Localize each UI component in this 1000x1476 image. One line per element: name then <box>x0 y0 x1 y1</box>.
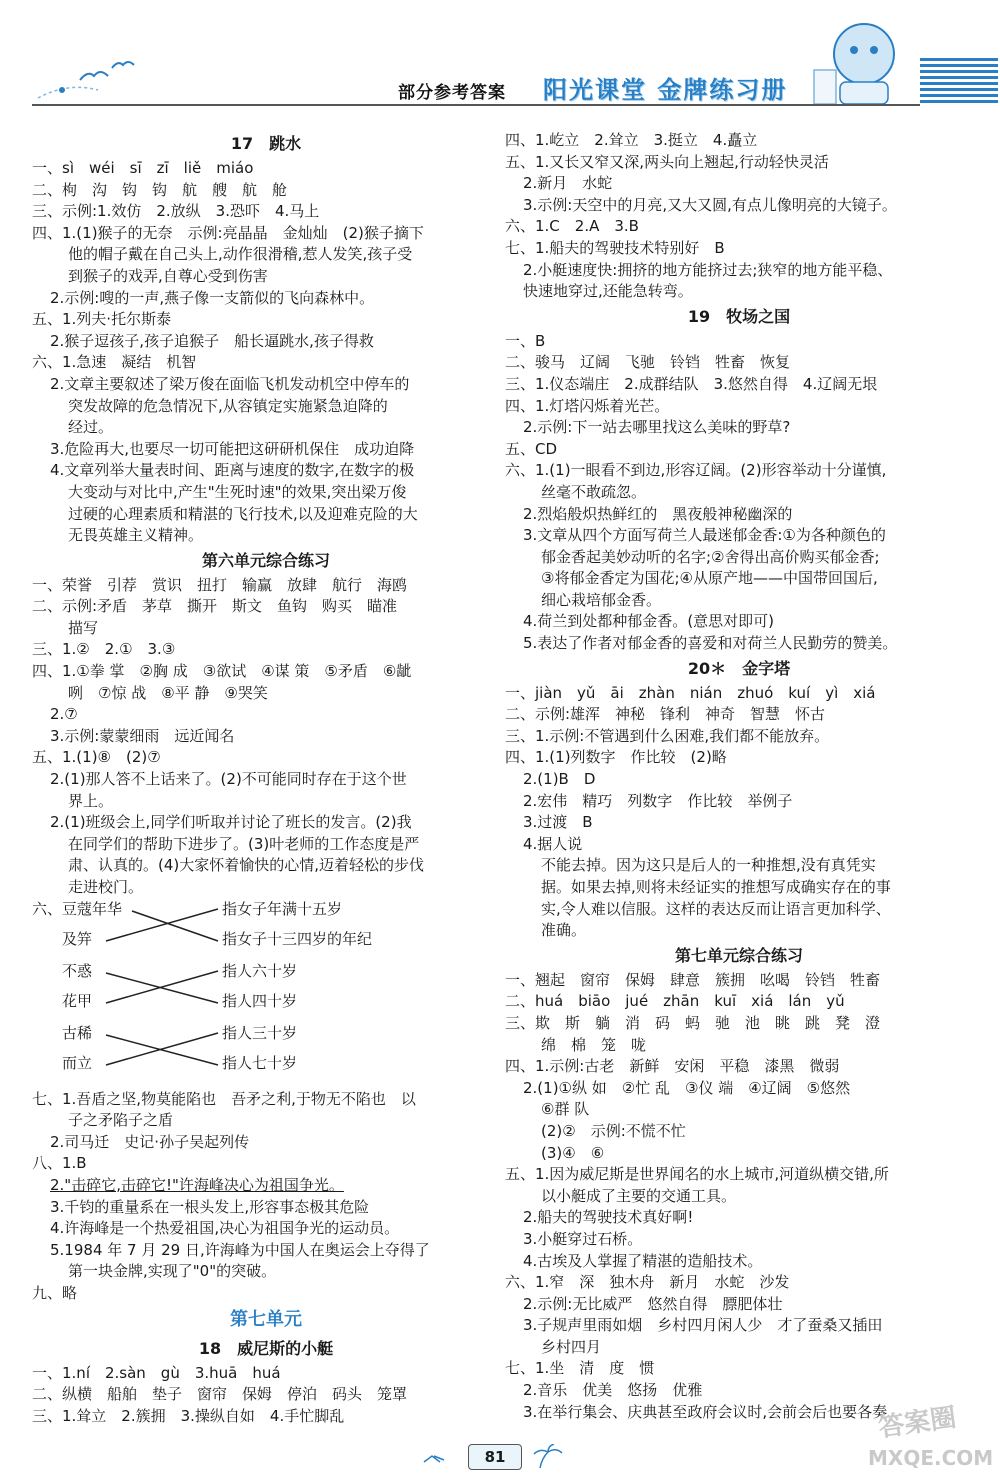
answer-line: 3.过渡 B <box>523 813 593 832</box>
match-left-item: 花甲 <box>62 991 93 1010</box>
answer-line: 四、1.①拳 掌 ②胸 成 ③欲试 ④谋 策 ⑤矛盾 ⑥龇 <box>32 662 412 681</box>
answer-line: 2.(1)①纵 如 ②忙 乱 ③仪 端 ④辽阔 ⑤悠然 <box>523 1078 851 1097</box>
answer-line: 2.(1)B D <box>523 770 596 789</box>
answer-line: 七、1.坐 清 度 惯 <box>505 1359 655 1378</box>
watermark-url: MXQE.COM <box>868 1446 994 1470</box>
lesson-17-title: 17 跳水 <box>230 134 302 153</box>
answer-line: 二、huá biāo jué zhān kuī xiá lán yǔ <box>505 992 845 1011</box>
answer-line: 六、1.(1)一眼看不到边,形容辽阔。(2)形容举动十分谨慎, <box>505 461 887 480</box>
answer-line: 描写 <box>68 618 99 637</box>
answer-line: 丝毫不敢疏忽。 <box>541 482 647 501</box>
page-header <box>0 0 1000 120</box>
match-right-item: 指人六十岁 <box>222 961 298 980</box>
answer-line: 六、1.C 2.A 3.B <box>505 217 639 236</box>
answer-line: 四、1.灯塔闪烁着光芒。 <box>505 396 670 415</box>
answer-line: 四、1.(1)猴子的无奈 示例:亮晶晶 金灿灿 (2)猴子摘下 <box>32 223 424 242</box>
answer-line: 2.小艇速度快:拥挤的地方能挤过去;狭窄的地方能平稳、 <box>523 260 893 279</box>
answer-line: 三、示例:1.效仿 2.放纵 3.恐吓 4.马上 <box>32 202 320 221</box>
answer-line: 界上。 <box>68 791 114 810</box>
watermark-logo: 答案圈 <box>876 1402 959 1444</box>
answer-line: 以小艇成了主要的交通工具。 <box>541 1186 737 1205</box>
answer-line: 三、1.仪态端庄 2.成群结队 3.悠然自得 4.辽阔无垠 <box>505 374 878 393</box>
answer-line: 2.⑦ <box>50 705 78 724</box>
matching-lines <box>32 899 232 1089</box>
answer-line: 九、略 <box>32 1283 78 1302</box>
match-right-item: 指女子十三四岁的年纪 <box>222 929 373 948</box>
answer-line: 六、1.窄 深 独木舟 新月 水蛇 沙发 <box>505 1273 790 1292</box>
match-right-item: 指女子年满十五岁 <box>222 899 343 918</box>
answer-line: 咧 ⑦惊 战 ⑧平 静 ⑨哭笑 <box>68 683 268 702</box>
match-right-item: 指人七十岁 <box>222 1053 298 1072</box>
answer-line: ⑥群 队 <box>541 1100 590 1119</box>
answer-line: 2.宏伟 精巧 列数字 作比较 举例子 <box>523 791 793 810</box>
bird-ornament-icon <box>420 1446 464 1470</box>
match-prefix: 六、 <box>32 899 63 918</box>
answer-line: 一、荣誉 引荐 赏识 扭打 输赢 放肆 航行 海鸥 <box>32 575 408 594</box>
answer-line: 八、1.B <box>32 1154 87 1173</box>
answer-line: 四、1.示例:古老 新鲜 安闲 平稳 漆黑 微弱 <box>505 1057 840 1076</box>
answer-line: 经过。 <box>68 418 114 437</box>
answer-line: 二、示例:雄浑 神秘 锋利 神奇 智慧 怀古 <box>505 705 826 724</box>
answer-line: 突发故障的危急情况下,从容镇定实施紧急迫降的 <box>68 396 388 415</box>
answer-line: 2.(1)那人答不上话来了。(2)不可能同时存在于这个世 <box>50 770 407 789</box>
match-left-item: 豆蔻年华 <box>62 899 123 918</box>
answer-line: 细心栽培郁金香。 <box>541 590 662 609</box>
answer-line: 3.在举行集会、庆典甚至政府会议时,会前会后也要各奏 <box>523 1402 888 1421</box>
answer-line: 乡村四月 <box>541 1337 602 1356</box>
answer-line: 实,令人难以信服。这样的表达反而让语言更加科学、 <box>541 899 891 918</box>
match-right-item: 指人四十岁 <box>222 991 298 1010</box>
answer-line: 3.示例:天空中的月亮,又大又圆,有点儿像明亮的大镜子。 <box>523 195 897 214</box>
brand-title: 阳光课堂 金牌练习册 <box>543 76 788 104</box>
answer-line: 一、翘起 窗帘 保姆 肆意 簇拥 吆喝 铃铛 牲畜 <box>505 970 881 989</box>
answer-line: 5.表达了作者对郁金香的喜爱和对荷兰人民勤劳的赞美。 <box>523 634 898 653</box>
answer-line: 2.猴子逗孩子,孩子追猴子 船长逼跳水,孩子得救 <box>50 331 374 350</box>
answer-line: 三、1.示例:不管遇到什么困难,我们都不能放弃。 <box>505 726 830 745</box>
lesson-18-title: 18 威尼斯的小艇 <box>198 1338 334 1358</box>
answer-line: 三、1.耸立 2.簇拥 3.操纵自如 4.手忙脚乱 <box>32 1406 345 1425</box>
answer-line: 二、枸 沟 钩 钩 航 艘 航 舱 <box>32 180 288 199</box>
answer-line: 五、1.(1)⑧ (2)⑦ <box>32 748 161 767</box>
match-left-item: 古稀 <box>62 1023 93 1042</box>
left-column <box>32 130 500 1427</box>
unit-6-review-title: 第六单元综合练习 <box>201 550 330 570</box>
match-line <box>106 909 218 941</box>
answer-line: 4.荷兰到处都种郁金香。(意思对即可) <box>523 612 775 631</box>
answer-line: 三、1.② 2.① 3.③ <box>32 640 176 659</box>
answer-line: 2.音乐 优美 悠扬 优雅 <box>523 1381 703 1400</box>
answer-line: 四、1.屹立 2.耸立 3.挺立 4.矗立 <box>505 131 758 149</box>
answer-line: 绵 棉 笼 咙 <box>541 1035 647 1054</box>
match-left-item: 而立 <box>62 1053 93 1072</box>
lesson-19-title: 19 牧场之国 <box>687 306 791 326</box>
answer-line: 3.文章从四个方面写荷兰人最迷郁金香:①为各种颜色的 <box>523 526 886 545</box>
answer-line: 五、1.又长又窄又深,两头向上翘起,行动轻快灵活 <box>505 152 829 171</box>
answer-line: 2.示例:无比威严 悠然自得 膘肥体壮 <box>523 1294 783 1313</box>
answer-line: 5.1984 年 7 月 29 日,许海峰为中国人在奥运会上夺得了 <box>50 1240 430 1259</box>
match-left-item: 不惑 <box>62 961 93 980</box>
answer-line: 肃、认真的。(4)大家怀着愉快的心情,迈着轻松的步伐 <box>68 856 425 875</box>
answer-line: 走进校门。 <box>68 878 144 896</box>
answer-line: 一、B <box>505 331 546 350</box>
answer-line: 3.子规声里雨如烟 乡村四月闲人少 才了蚕桑又插田 <box>523 1316 883 1335</box>
answer-line: 一、sì wéi sī zī liě miáo <box>32 159 254 177</box>
answer-line: 郁金香起美妙动听的名字;②舍得出高价购买郁金香; <box>541 547 880 566</box>
answer-line: 2.新月 水蛇 <box>523 174 613 193</box>
answer-line: 他的帽子戴在自己头上,动作很滑稽,惹人发笑,孩子受 <box>68 245 413 264</box>
matching-exercise <box>32 899 500 1089</box>
answer-line: 4.古埃及人掌握了精湛的造船技术。 <box>523 1251 763 1270</box>
answer-line: 三、欺 斯 躺 消 码 蚂 驰 池 眺 跳 凳 澄 <box>505 1013 881 1032</box>
palm-ornament-icon <box>526 1444 570 1470</box>
answer-line: 二、骏马 辽阔 飞驰 铃铛 牲畜 恢复 <box>505 353 791 372</box>
answer-line: 2."击碎它,击碎它!"许海峰决心为祖国争光。 <box>50 1175 344 1194</box>
answer-line: 二、示例:矛盾 茅草 撕开 斯文 鱼钩 购买 瞄准 <box>32 597 398 616</box>
answer-line: 二、纵横 船舶 垫子 窗帘 保姆 停泊 码头 笼罩 <box>32 1385 408 1404</box>
answer-line: 大变动与对比中,产生"生死时速"的效果,突出梁万俊 <box>68 482 407 501</box>
match-line <box>132 911 218 941</box>
header-stripes <box>920 58 998 106</box>
page-footer <box>420 1444 580 1472</box>
answer-line: 2.(1)班级会上,同学们听取并讨论了班长的发言。(2)我 <box>50 813 412 832</box>
answer-line: 六、1.急速 凝结 机智 <box>32 353 197 372</box>
answer-line: (3)④ ⑥ <box>541 1143 605 1162</box>
answer-line: 子之矛陷子之盾 <box>68 1111 174 1130</box>
unit-7-review-title: 第七单元综合练习 <box>674 945 803 965</box>
answer-line: 不能去掉。因为这只是后人的一种推想,没有真凭实 <box>541 856 876 875</box>
birds-icon <box>20 50 150 110</box>
answer-line: 4.据人说 <box>523 834 583 853</box>
lesson-20-title: 20＊ 金字塔 <box>687 658 791 678</box>
match-right-item: 指人三十岁 <box>222 1023 298 1042</box>
answer-line: 2.司马迁 史记·孙子吴起列传 <box>50 1132 250 1151</box>
answer-line: 五、1.因为威尼斯是世界闻名的水上城市,河道纵横交错,所 <box>505 1165 889 1184</box>
answer-line: 据。如果去掉,则将未经证实的推想写成确实存在的事 <box>541 878 891 896</box>
answer-line: 七、1.吾盾之坚,物莫能陷也 吾矛之利,于物无不陷也 以 <box>32 1089 416 1108</box>
answer-line: 五、1.列夫·托尔斯泰 <box>32 310 172 329</box>
answer-line: ③将郁金香定为国花;④从原产地——中国带回国后, <box>541 569 878 588</box>
answer-line: 2.示例:嗖的一声,燕子像一支箭似的飞向森林中。 <box>50 288 375 307</box>
section-title: 部分参考答案 <box>398 83 506 103</box>
answer-line: (2)② 示例:不慌不忙 <box>541 1121 686 1140</box>
unit-7-heading: 第七单元 <box>230 1308 302 1330</box>
match-left-item: 及笄 <box>62 929 93 948</box>
answer-line: 一、1.ní 2.sàn gù 3.huā huá <box>32 1363 281 1382</box>
answer-line: 4.许海峰是一个热爱祖国,决心为祖国争光的运动员。 <box>50 1219 400 1238</box>
answer-line: 到猴子的戏弄,自尊心受到伤害 <box>68 266 268 285</box>
answer-line: 4.文章列举大量表时间、距离与速度的数字,在数字的极 <box>50 461 415 480</box>
answer-line: 快速地穿过,还能急转弯。 <box>523 282 693 301</box>
answer-line: 2.示例:下一站去哪里找这么美味的野草? <box>523 418 791 437</box>
answer-line: 准确。 <box>541 921 587 940</box>
answer-line: 七、1.船夫的驾驶技术特别好 B <box>505 238 725 257</box>
answer-line: 一、jiàn yǔ āi zhàn nián zhuó kuí yì xiá <box>505 683 876 702</box>
answer-line: 在同学们的帮助下进步了。(3)叶老师的工作态度是严 <box>68 834 420 853</box>
answer-line: 2.烈焰般炽热鲜红的 黑夜般神秘幽深的 <box>523 504 793 523</box>
answer-line: 3.示例:蒙蒙细雨 远近闻名 <box>50 726 235 745</box>
answer-line: 无畏英雄主义精神。 <box>68 526 204 545</box>
answer-line: 3.小艇穿过石桥。 <box>523 1229 643 1248</box>
answer-line: 2.船夫的驾驶技术真好啊! <box>523 1208 694 1227</box>
answer-line: 2.文章主要叙述了梁万俊在面临飞机发动机空中停车的 <box>50 374 410 393</box>
answer-line: 3.千钧的重量系在一根头发上,形容事态极其危险 <box>50 1197 370 1216</box>
right-column <box>505 130 973 1423</box>
answer-line: 第一块金牌,实现了"0"的突破。 <box>68 1262 277 1281</box>
header-rule <box>32 104 920 106</box>
answer-line: 四、1.(1)列数字 作比较 (2)略 <box>505 748 727 767</box>
answer-line: 五、CD <box>505 439 558 458</box>
answer-line: 3.危险再大,也要尽一切可能把这研研机保住 成功迫降 <box>50 439 415 458</box>
mascot-icon <box>800 12 920 107</box>
page-number: 81 <box>468 1444 522 1470</box>
answer-line: 过硬的心理素质和精湛的飞行技术,以及迎难克险的大 <box>68 504 418 523</box>
